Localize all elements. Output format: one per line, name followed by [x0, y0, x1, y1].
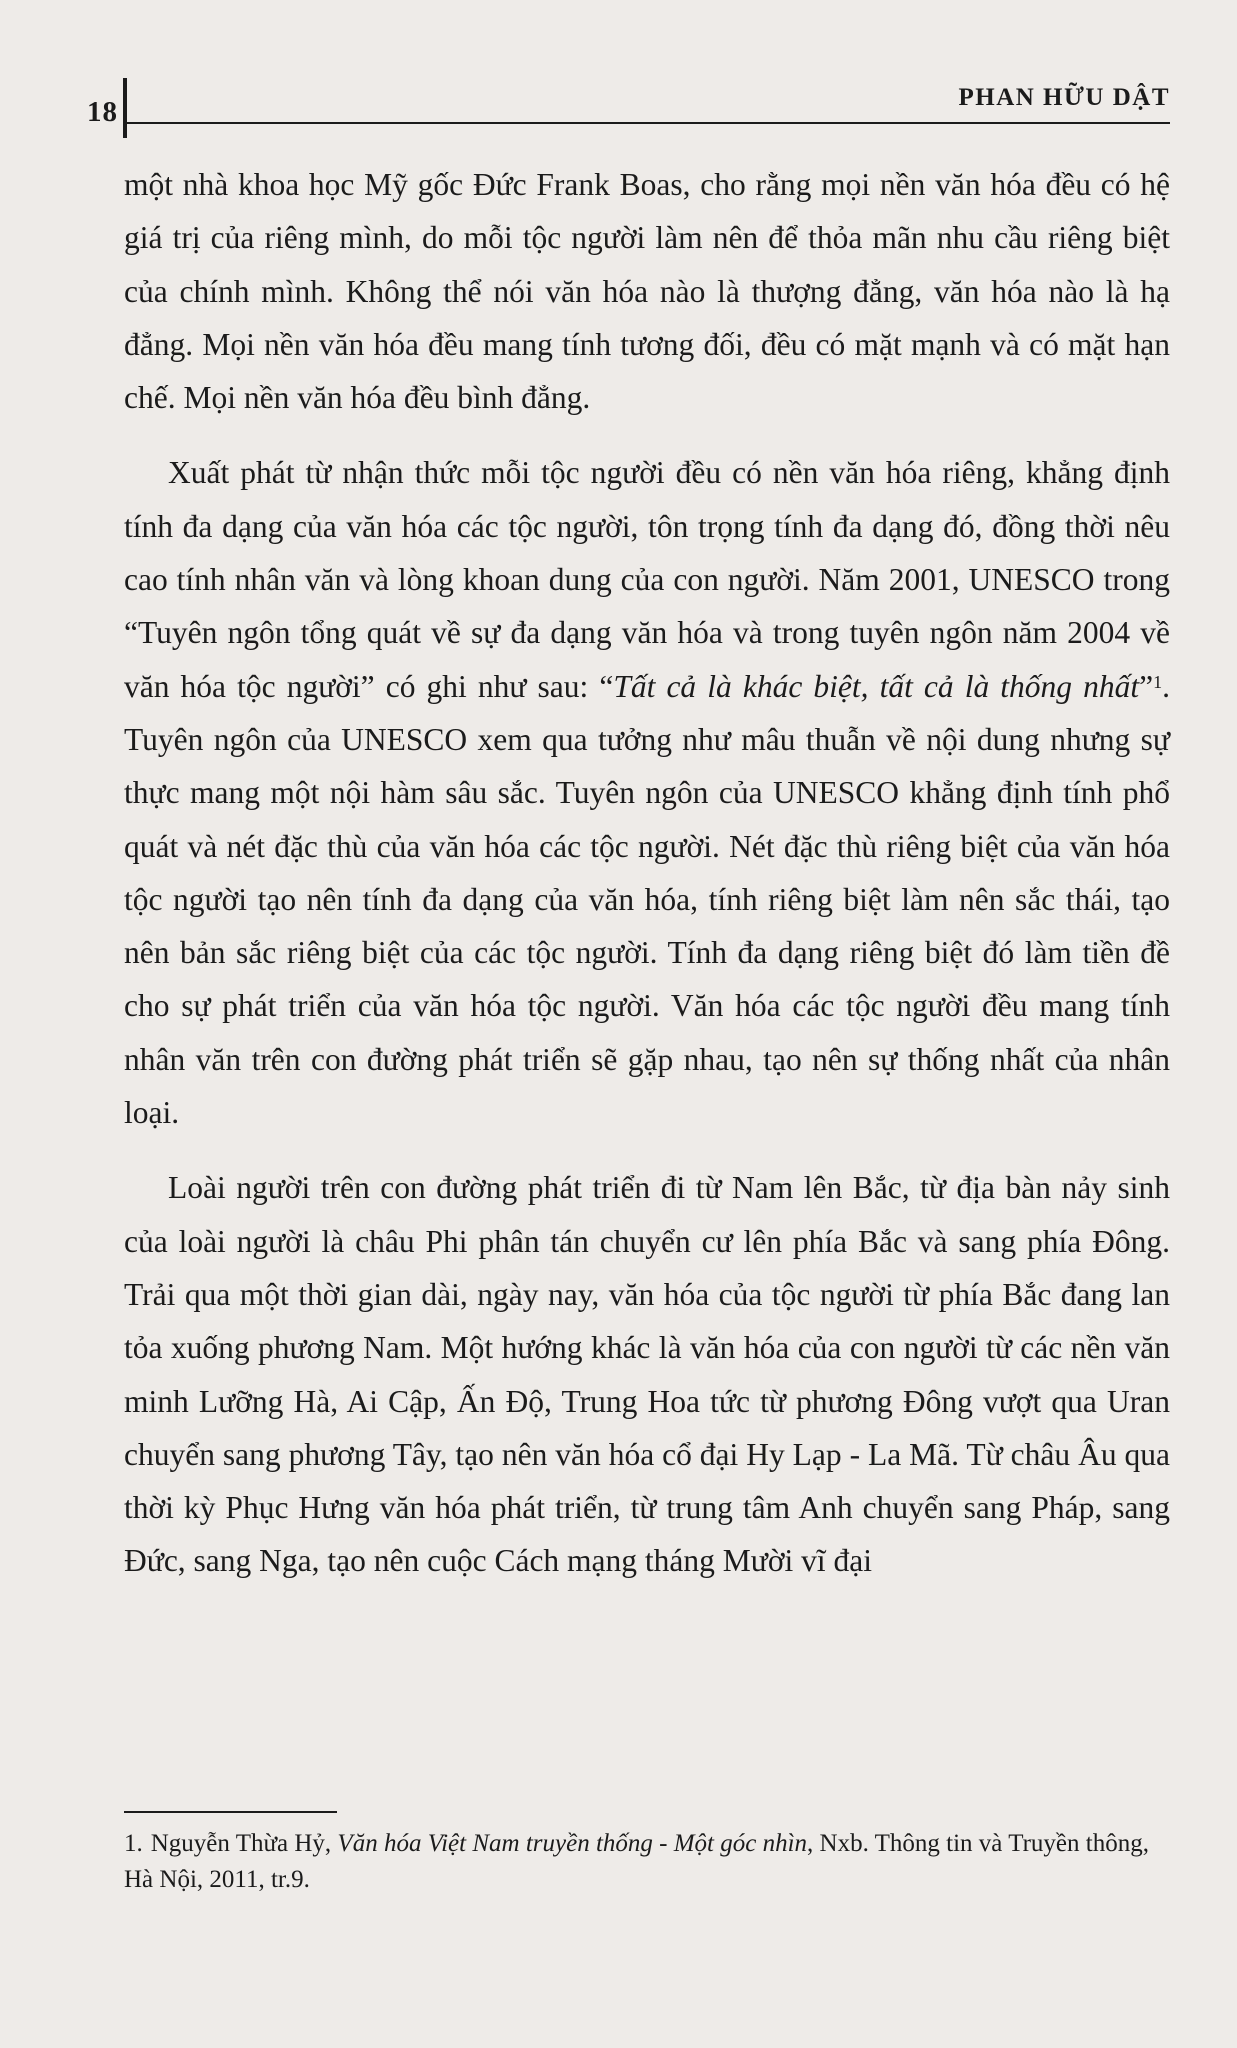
- paragraph-2: [124, 446, 1170, 1139]
- paragraph-2-end: . Tuyên ngôn của UNESCO xem qua tưởng như mâu thuẫn về nội dung nhưng sự thực mang một nội hàm sâu sắc. Tuyên ngôn của UNESCO khẳng định tính phổ quát và nét đặc thù của văn hóa các tộc người. Nét đặc thù riêng biệt của văn hóa tộc người tạo nên tính đa dạng của văn hóa, tính riêng biệt làm nên sắc thái, tạo nên bản sắc riêng biệt của các tộc người. Tính đa dạng riêng biệt đó làm tiền đề cho sự phát triển của văn hóa tộc người. Văn hóa các tộc người đều mang tính nhân văn trên con đường phát triển sẽ gặp nhau, tạo nên sự thống nhất của nhân loại.: [124, 668, 1170, 1131]
- paragraph-3: Loài người trên con đường phát triển đi từ Nam lên Bắc, từ địa bàn nảy sinh của loài người là châu Phi phân tán chuyển cư lên phía Bắc và sang phía Đông. Trải qua một thời gian dài, ngày nay, văn hóa của tộc người từ phía Bắc đang lan tỏa xuống phương Nam. Một hướng khác là văn hóa của con người từ các nền văn minh Lưỡng Hà, Ai Cập, Ấn Độ, Trung Hoa tức từ phương Đông vượt qua Uran chuyển sang phương Tây, tạo nên văn hóa cổ đại Hy Lạp - La Mã. Từ châu Âu qua thời kỳ Phục Hưng văn hóa phát triển, từ trung tâm Anh chuyển sang Pháp, sang Đức, sang Nga, tạo nên cuộc Cách mạng tháng Mười vĩ đại: [124, 1170, 1170, 1579]
- footnote-publication: , Nxb. Thông tin và Truyền thông, Hà Nội, 2011, tr.9.: [124, 1830, 1149, 1893]
- footnote-title: Văn hóa Việt Nam truyền thống - Một góc nhìn: [337, 1830, 808, 1857]
- body-text: [124, 158, 1170, 1588]
- unesco-quote: Tất cả là khác biệt, tất cả là thống nhất: [613, 668, 1140, 704]
- header-vertical-rule: [123, 78, 127, 138]
- page-number: 18: [87, 96, 118, 128]
- footnote-author: Nguyễn Thừa Hỷ,: [150, 1830, 332, 1857]
- running-head-author: PHAN HỮU DẬT: [958, 84, 1170, 111]
- page-header: [75, 78, 1170, 128]
- paragraph-2-start: Xuất phát từ nhận thức mỗi tộc người đều có nền văn hóa riêng, khẳng định tính đa dạng của văn hóa các tộc người, tôn trọng tính đa dạng đó, đồng thời nêu cao tính nhân văn và lòng khoan dung của con người. Năm 2001, UNESCO trong “Tuyên ngôn tổng quát về sự đa dạng văn hóa và trong tuyên ngôn năm 2004 về văn hóa tộc người” có ghi như sau: “: [124, 455, 1170, 704]
- footnote: [124, 1826, 1170, 1898]
- paragraph-1: một nhà khoa học Mỹ gốc Đức Frank Boas, cho rằng mọi nền văn hóa đều có hệ giá trị của riêng mình, do mỗi tộc người làm nên để thỏa mãn nhu cầu riêng biệt của chính mình. Không thể nói văn hóa nào là thượng đẳng, văn hóa nào là hạ đẳng. Mọi nền văn hóa đều mang tính tương đối, đều có mặt mạnh và có mặt hạn chế. Mọi nền văn hóa đều bình đẳng.: [124, 167, 1170, 416]
- footnote-marker: 1.: [124, 1830, 143, 1857]
- quote-close: ”: [1139, 668, 1154, 704]
- header-rule: [127, 122, 1170, 124]
- footnote-reference: 1: [1153, 671, 1163, 692]
- footnote-rule: [124, 1811, 337, 1813]
